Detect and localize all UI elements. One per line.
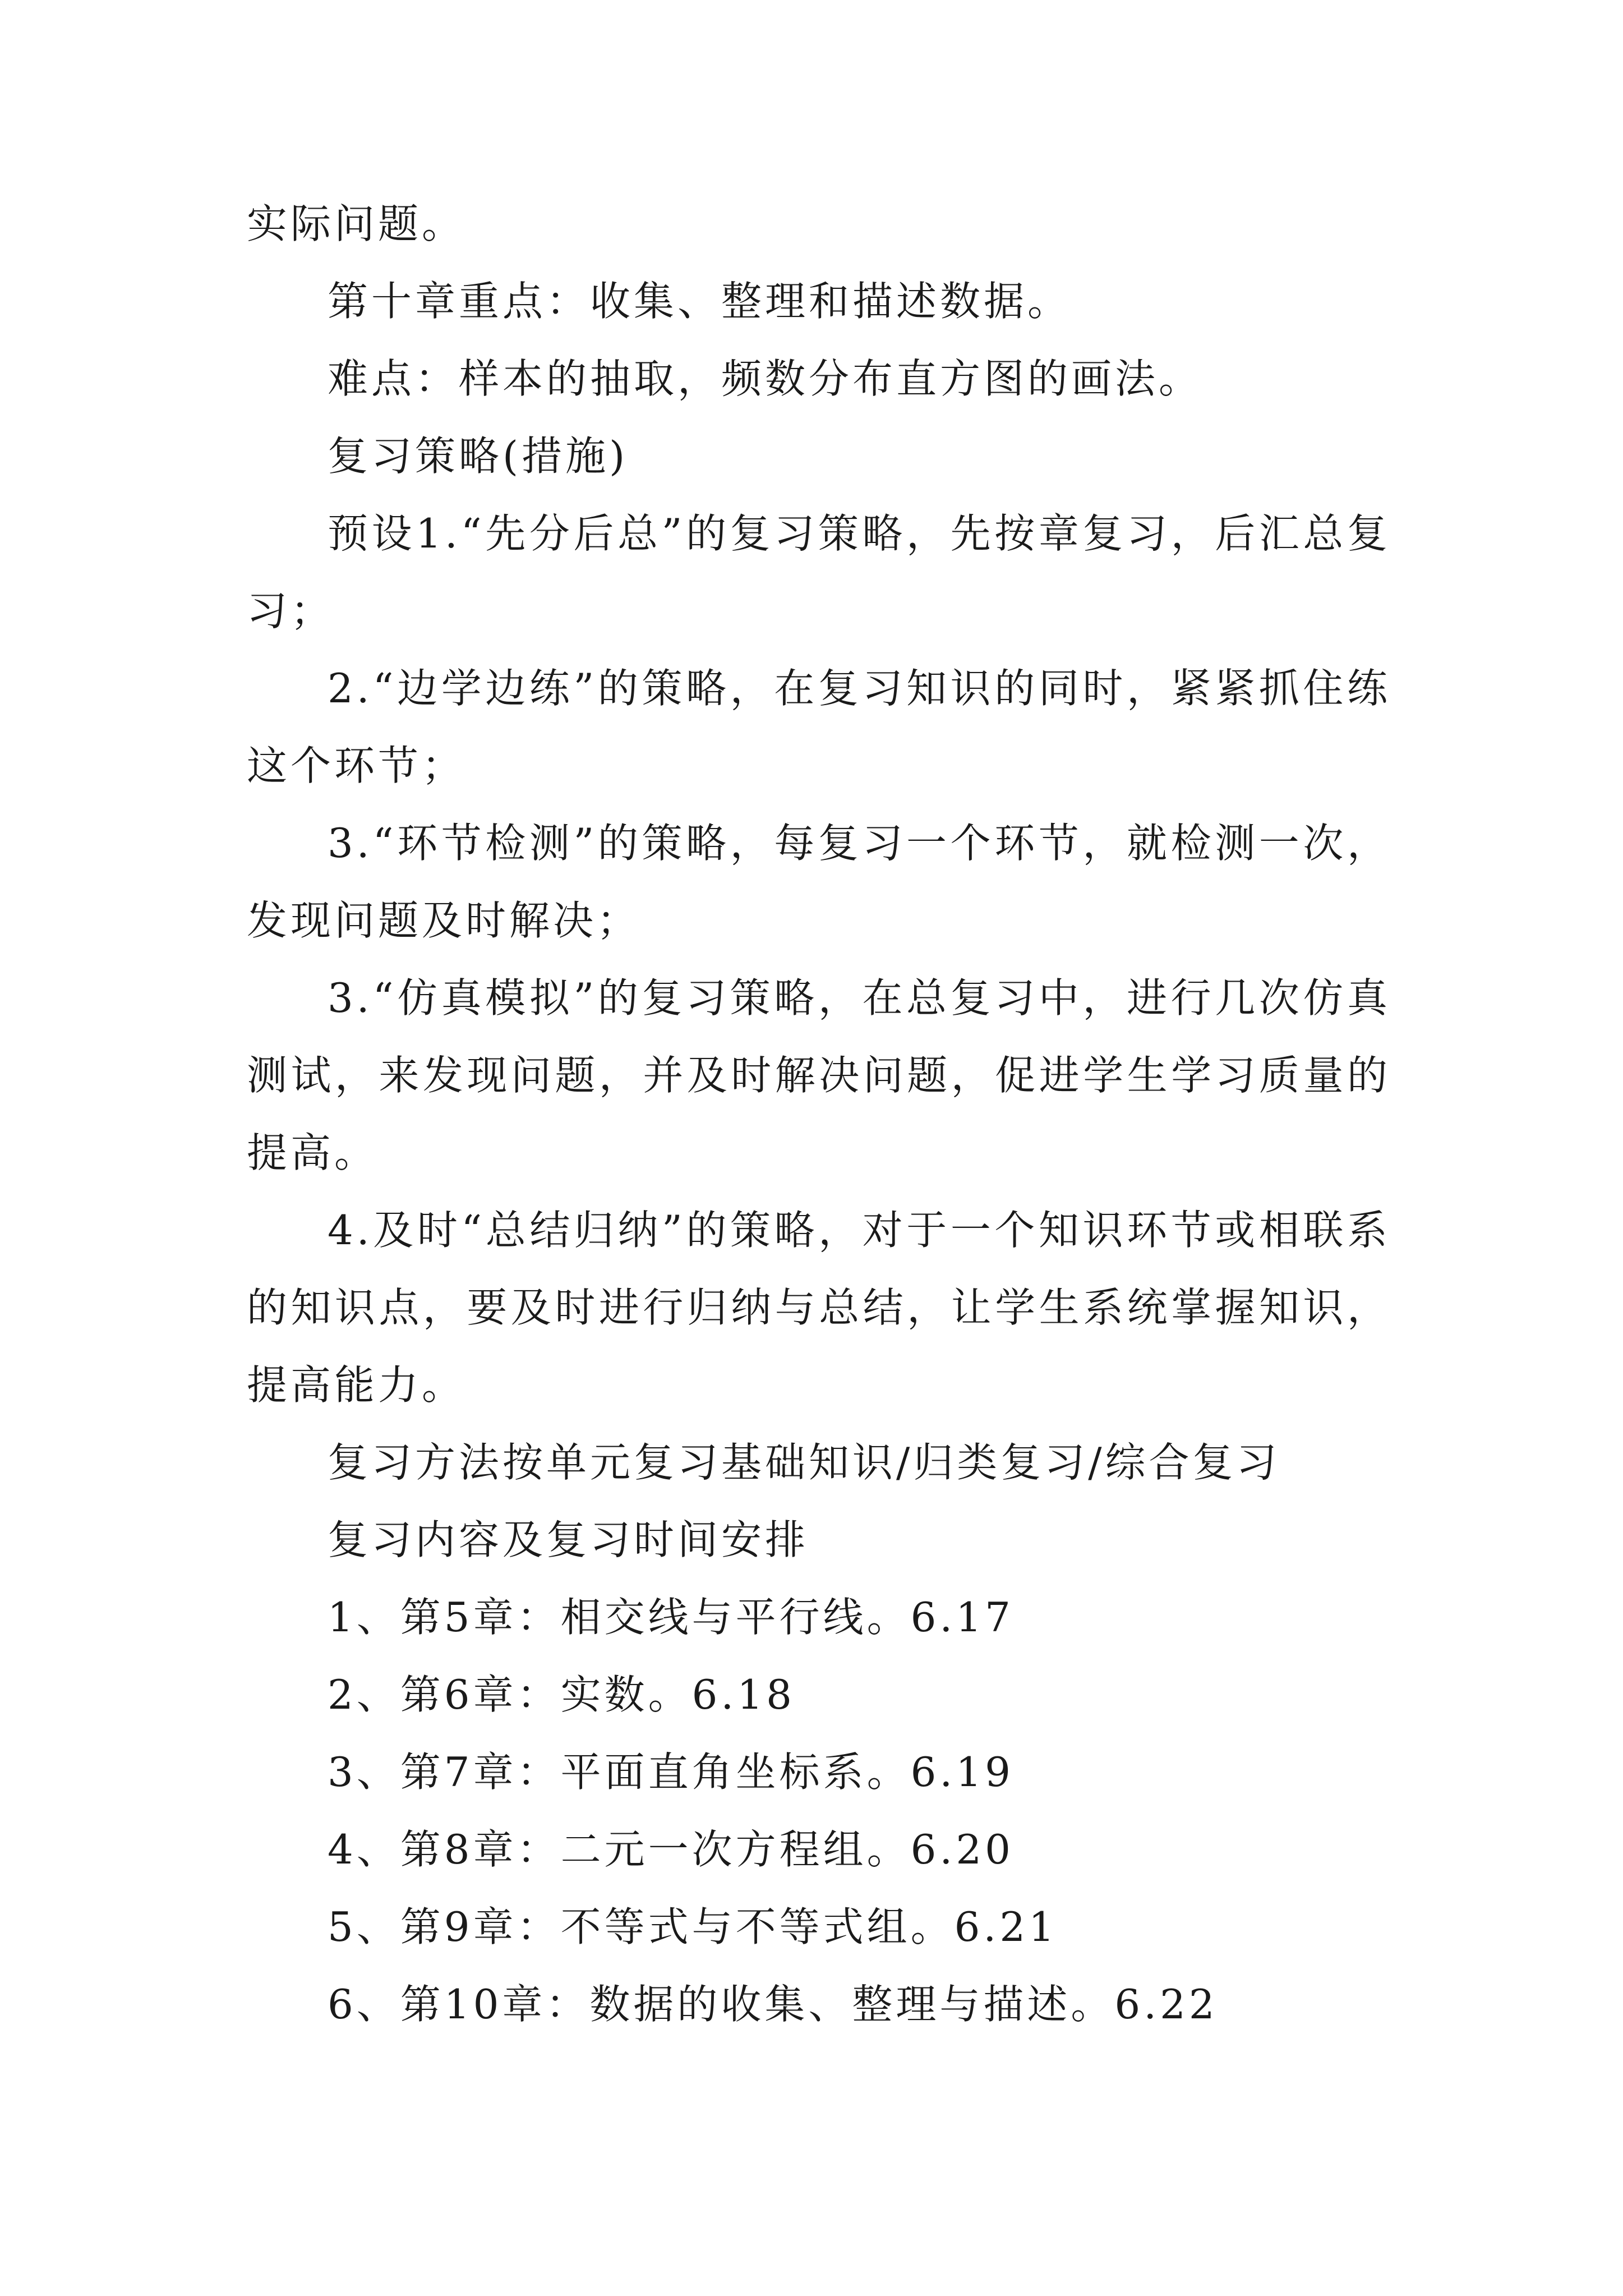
paragraph-strategy-1: 预设1.“先分后总”的复习策略，先按章复习，后汇总复习； xyxy=(247,510,1391,634)
paragraph-review-method: 复习方法按单元复习基础知识/归类复习/综合复习 xyxy=(328,1439,1280,1486)
paragraph-chapter10-key-points: 第十章重点：收集、整理和描述数据。 xyxy=(328,278,1072,325)
schedule-item-6: 6、第10章：数据的收集、整理与描述。6.22 xyxy=(328,1981,1218,2028)
document-body xyxy=(247,185,1391,2043)
schedule-item-1: 1、第5章：相交线与平行线。6.17 xyxy=(328,1594,1014,1641)
paragraph-strategy-4: 4.及时“总结归纳”的策略，对于一个知识环节或相联系的知识点，要及时进行归纳与总结，让学生系统掌握知识，提高能力。 xyxy=(247,1207,1391,1409)
paragraph-strategy-2: 2.“边学边练”的策略，在复习知识的同时，紧紧抓住练这个环节； xyxy=(247,665,1391,789)
paragraph-strategy-3b: 3.“仿真模拟”的复习策略，在总复习中，进行几次仿真测试，来发现问题，并及时解决问题，促进学生学习质量的提高。 xyxy=(247,974,1391,1176)
paragraph-strategy-3a: 3.“环节检测”的策略，每复习一个环节，就检测一次，发现问题及时解决； xyxy=(247,820,1391,944)
paragraph-difficulties: 难点：样本的抽取，频数分布直方图的画法。 xyxy=(328,355,1203,402)
schedule-item-5: 5、第9章：不等式与不等式组。6.21 xyxy=(328,1903,1058,1950)
schedule-item-3: 3、第7章：平面直角坐标系。6.19 xyxy=(328,1749,1014,1796)
schedule-item-2: 2、第6章：实数。6.18 xyxy=(328,1671,795,1718)
schedule-item-4: 4、第8章：二元一次方程组。6.20 xyxy=(328,1826,1014,1873)
heading-review-strategy: 复习策略(措施) xyxy=(328,432,629,480)
paragraph-continuation: 实际问题。 xyxy=(247,200,466,247)
heading-review-schedule: 复习内容及复习时间安排 xyxy=(328,1516,809,1563)
